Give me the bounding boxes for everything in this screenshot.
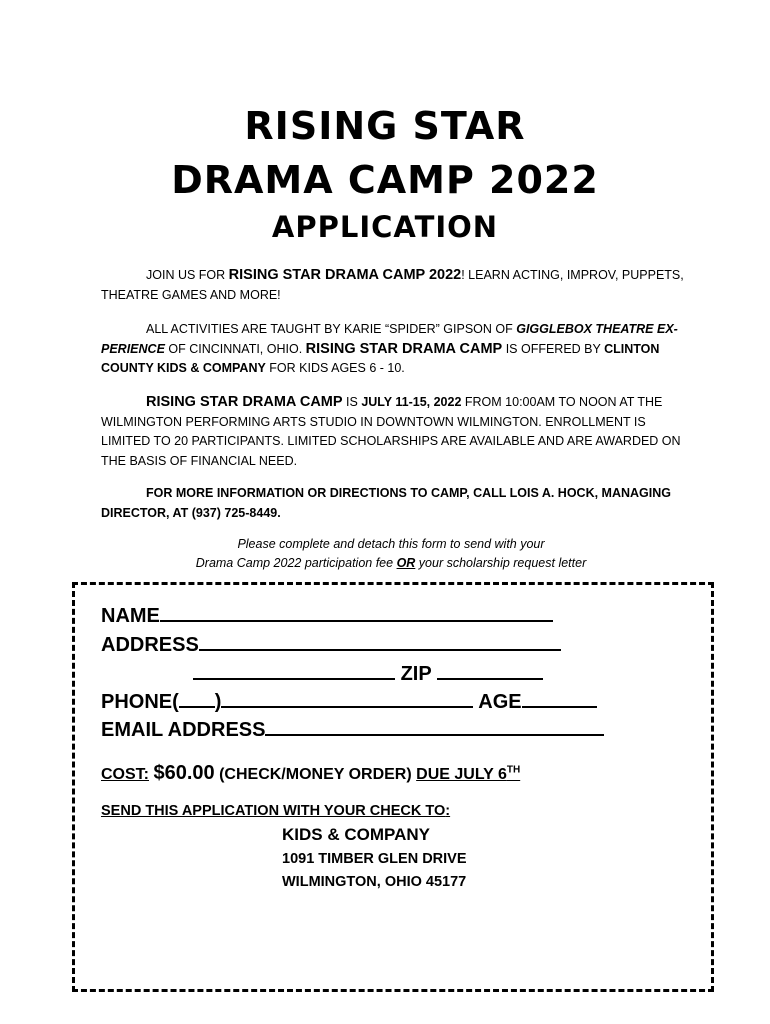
intro-paragraph-4 [101,484,691,523]
email-field[interactable] [101,716,604,742]
p4-contact: FOR MORE INFORMATION OR DIRECTIONS TO CAMP, CALL LOIS A. HOCK, MANAGING DIRECTOR, AT (937) 725-8449. [101,486,671,520]
intro-paragraph-1 [101,266,691,305]
send-instructions: SEND THIS APPLICATION WITH YOUR CHECK TO: [101,803,451,819]
phone-line[interactable] [221,688,473,708]
phone-area-code-line[interactable] [179,688,215,708]
cost-label: COST: [101,766,149,783]
zip-label: ZIP [400,663,432,685]
name-line[interactable] [160,602,553,622]
p2-text-a: ALL ACTIVITIES ARE TAUGHT BY KARIE “SPIDER” GIPSON OF [146,322,517,336]
email-line[interactable] [265,716,604,736]
cost-line [101,762,520,785]
intro-paragraph-3 [101,393,691,471]
intro-paragraph-2 [101,320,691,379]
p2-text-g: FOR KIDS AGES 6 - 10. [265,361,405,375]
cost-amount: $60.00 [153,762,215,784]
p3-dates: JULY 11-15, 2022 [361,395,462,409]
email-label: EMAIL ADDRESS [101,719,266,741]
title-line-1: RISING STAR [244,104,526,148]
cost-method: (CHECK/MONEY ORDER) [219,766,412,783]
mail-to-street: 1091 TIMBER GLEN DRIVE [282,851,467,867]
p2-organization: CLINTON COUNTY KIDS & COMPANY [101,341,660,375]
address-line-2[interactable] [193,660,395,680]
name-field[interactable] [101,602,553,628]
p1-camp-name: RISING STAR DRAMA CAMP 2022 [228,267,462,283]
p1-text-c: ! LEARN ACTING, IMPROV, PUPPETS, THEATRE GAMES AND MORE! [101,268,684,302]
detach-note [0,535,770,573]
p2-text-e: IS OFFERED BY [502,341,605,356]
p3-text-d: FROM 10:00AM TO NOON AT THE WILMINGTON PERFORMING ARTS STUDIO IN DOWNTOWN WILMINGTON. ENROLLMENT IS LIMITED TO 20 PARTICIPANTS. LIMITED SCHOLARSHIPS ARE AVAILABLE AND ARE AWARDED ON THE BASIS OF FINANCIAL NEED. [101,395,681,468]
address-zip-row[interactable] [193,660,543,686]
zip-line[interactable] [437,660,543,680]
note-line-2: Drama Camp 2022 participation fee OR your scholarship request letter [195,556,587,570]
p1-text-a: JOIN US FOR [146,268,229,282]
note-or: OR [396,556,416,570]
title-line-3: APPLICATION [271,210,499,244]
p3-text-b: IS [342,395,362,409]
address-line-1[interactable] [199,631,561,651]
phone-label: PHONE( [101,691,179,713]
age-label: AGE [478,691,522,713]
title-line-2: DRAMA CAMP 2022 [171,158,599,202]
note-line-1: Please complete and detach this form to send with your [237,537,545,551]
phone-age-row[interactable] [101,688,597,714]
p2-gigglebox: GIGGLEBOX THEATRE EX-PERIENCE [101,322,678,356]
due-date: DUE JULY 6TH [416,764,521,783]
p2-text-c: OF CINCINNATI, OHIO. [164,341,306,356]
address-label: ADDRESS [101,634,199,656]
p3-camp-name: RISING STAR DRAMA CAMP [146,394,343,410]
address-field[interactable] [101,631,561,657]
name-label: NAME [101,605,160,627]
mail-to-organization: KIDS & COMPANY [282,825,430,844]
phone-close: ) [214,691,222,713]
age-line[interactable] [522,688,597,708]
p2-camp-name: RISING STAR DRAMA CAMP [305,340,503,357]
mail-to-city: WILMINGTON, OHIO 45177 [282,874,467,890]
